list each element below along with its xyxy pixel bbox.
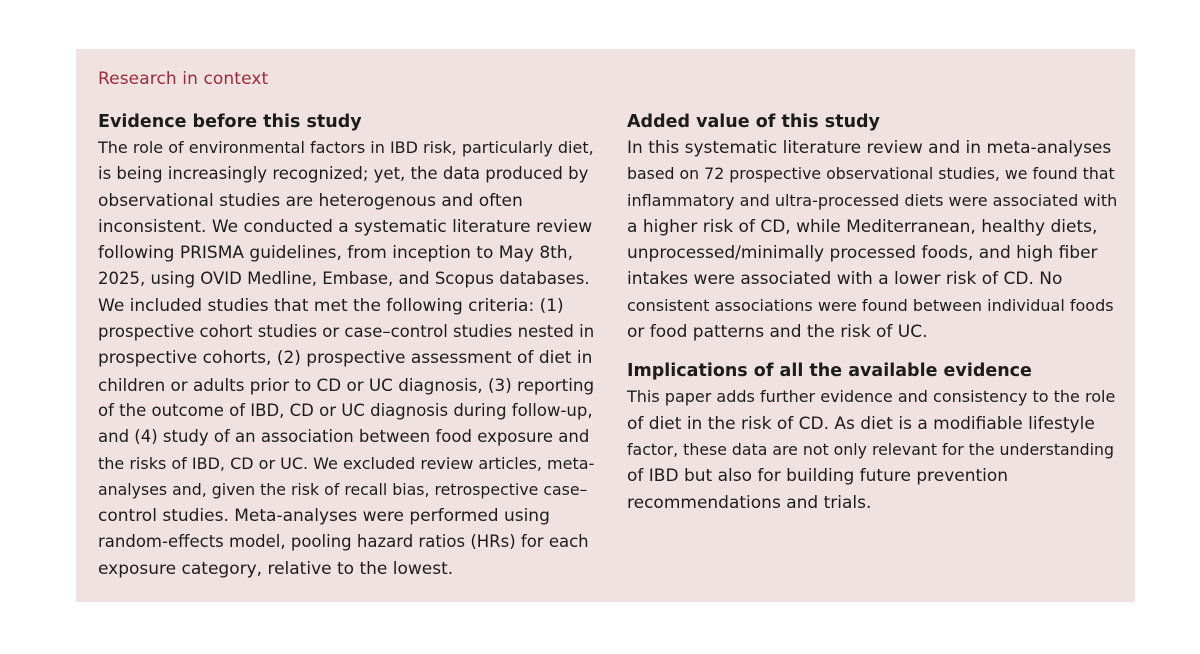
text-line: The role of environmental factors in IBD risk, particularly diet,	[98, 138, 594, 157]
implications-heading: Implications of all the available evidence	[627, 361, 1032, 382]
text-line: factor, these data are not only relevant for the understanding	[627, 439, 1115, 459]
text-line: of the outcome of IBD, CD or UC diagnosis during follow-up,	[98, 400, 593, 420]
text-line: 2025, using OVID Medline, Embase, and Scopus databases.	[98, 269, 590, 289]
text-line: of diet in the risk of CD. As diet is a modifiable lifestyle	[627, 413, 1095, 434]
section-gap	[627, 345, 1117, 358]
text-line: random-effects model, pooling hazard ratios (HRs) for each	[98, 532, 589, 552]
text-line: observational studies are heterogenous and often	[98, 190, 523, 211]
text-line: unprocessed/minimally processed foods, and high fiber	[627, 243, 1098, 264]
text-line: intakes were associated with a lower risk of CD. No	[627, 269, 1063, 290]
added-value-heading: Added value of this study	[627, 112, 880, 132]
text-line: This paper adds further evidence and consistency to the role	[627, 387, 1116, 407]
panel-title: Research in context	[98, 69, 269, 89]
text-line: is being increasingly recognized; yet, the data produced by	[98, 164, 589, 184]
text-line: We included studies that met the following criteria: (1)	[98, 295, 564, 316]
text-line: a higher risk of CD, while Mediterranean, healthy diets,	[627, 216, 1098, 237]
text-line: of IBD but also for building future prevention	[627, 466, 1009, 487]
text-line: based on 72 prospective observational studies, we found that	[627, 164, 1115, 184]
research-in-context-panel	[76, 49, 1135, 602]
text-line: In this systematic literature review and in meta-analyses	[627, 138, 1112, 158]
text-line: and (4) study of an association between food exposure and	[98, 427, 590, 447]
implications-text	[627, 384, 1117, 515]
added-value-text	[627, 135, 1117, 345]
text-line: prospective cohorts, (2) prospective assessment of diet in	[98, 348, 593, 369]
evidence-before-heading: Evidence before this study	[98, 112, 362, 132]
evidence-before-text	[98, 135, 594, 582]
left-column	[98, 109, 594, 582]
text-line: exposure category, relative to the lowest.	[98, 558, 454, 579]
text-line: control studies. Meta-analyses were performed using	[98, 506, 550, 527]
text-line: the risks of IBD, CD or UC. We excluded review articles, meta-	[98, 453, 595, 473]
text-line: analyses and, given the risk of recall bias, retrospective case–	[98, 479, 588, 499]
text-line: inconsistent. We conducted a systematic literature review	[98, 216, 593, 237]
text-line: following PRISMA guidelines, from inception to May 8th,	[98, 243, 573, 264]
text-line: consistent associations were found between individual foods	[627, 295, 1114, 315]
text-line: recommendations and trials.	[627, 492, 872, 513]
text-line: children or adults prior to CD or UC diagnosis, (3) reporting	[98, 374, 595, 395]
text-line: or food patterns and the risk of UC.	[627, 322, 928, 343]
right-column	[627, 109, 1117, 516]
text-line: prospective cohort studies or case–control studies nested in	[98, 322, 595, 342]
text-line: inflammatory and ultra-processed diets were associated with	[627, 190, 1118, 210]
